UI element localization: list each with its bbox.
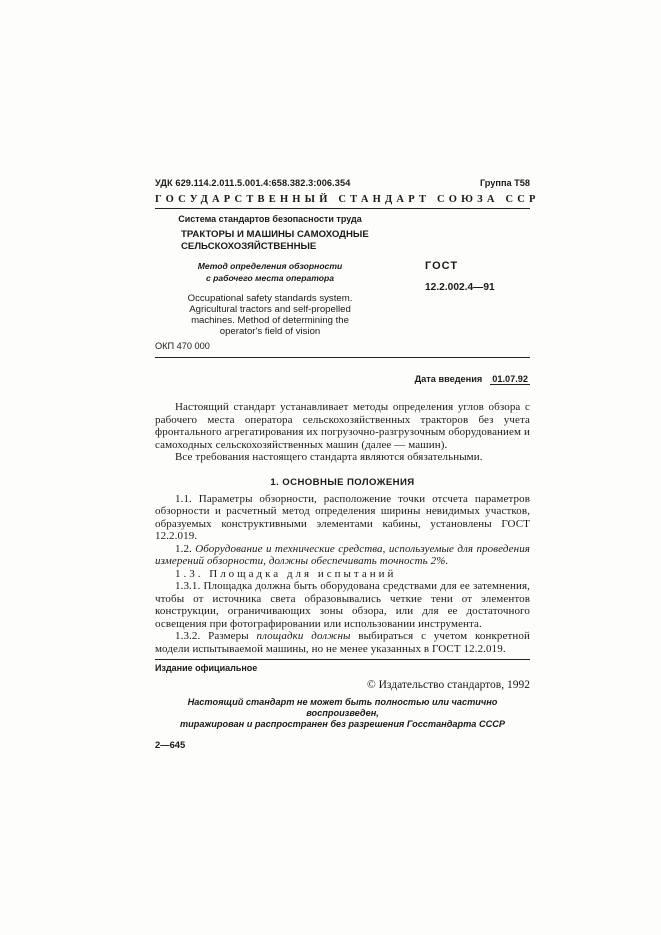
gost-number: 12.2.002.4—91 [425, 282, 495, 293]
intro-paragraph: Настоящий стандарт устанавливает методы определения углов обзора с рабочего места оператора сельскохозяйственных тракторов без учета фронтального агрегатирования их погрузочно-разгрузочным оборудованием и самоходных сельскохозяйственных машин (далее — машин). [155, 401, 530, 451]
method-line-1: Метод определения обзорности [197, 261, 343, 271]
notice-line-1: Настоящий стандарт не может быть полностью или частично воспроизведен, [187, 697, 498, 718]
title-line-2: СЕЛЬСКОХОЗЯЙСТВЕННЫЕ [181, 241, 317, 252]
english-line-4: operator's field of vision [219, 326, 321, 337]
udk-code: УДК 629.114.2.011.5.001.4:658.382.3:006.354 [155, 178, 351, 188]
official-edition: Издание официальное [155, 663, 258, 673]
okp-code: ОКП 470 000 [155, 341, 210, 351]
english-line-2: Agricultural tractors and self-propelled [189, 304, 351, 315]
title-line-1: ТРАКТОРЫ И МАШИНЫ САМОХОДНЫЕ [181, 229, 369, 240]
method-line-2: с рабочего места оператора [205, 273, 335, 283]
clause-1-3-2-end: выбираться с учетом конкретной модели испытываемой машины, но не менее указанных в ГОСТ 12.2.019. [155, 630, 530, 655]
clause-1-2-text: Оборудование и технические средства, используемые для проведения измерений обзорности, должны обеспечивать точность 2%. [155, 542, 531, 567]
clause-1-3-2-italic: площадки должны [256, 630, 351, 642]
clause-1-1: 1.1. Параметры обзорности, расположение точки отсчета параметров обзорности и расчетный метод определения ширины невидимых участков, образуемых конструктивными элементами кабины, установлены ГОСТ 12.2.019. [155, 492, 530, 542]
clause-1-3-2 [155, 630, 530, 655]
document-page [155, 178, 540, 750]
header-row [155, 178, 530, 188]
section-title: 1. ОСНОВНЫЕ ПОЛОЖЕНИЯ [270, 476, 415, 488]
english-line-1: Occupational safety standards system. [187, 293, 353, 304]
footer-divider [155, 659, 530, 660]
notice-line-2: тиражирован и распространен без разрешения Госстандарта СССР [179, 719, 506, 729]
requirements-paragraph: Все требования настоящего стандарта являются обязательными. [175, 451, 483, 463]
method-subtitle [155, 260, 385, 284]
header-divider [155, 208, 530, 209]
standards-system: Система стандартов безопасности труда [178, 214, 362, 224]
gost-label: ГОСТ [425, 260, 459, 272]
title-block [155, 214, 530, 351]
clause-1-3: 1.3. Площадка для испытаний [175, 567, 397, 580]
group-code: Группа Т58 [479, 178, 530, 188]
title-divider [155, 357, 530, 358]
effective-date [155, 374, 530, 385]
effective-date-value: 01.07.92 [492, 374, 528, 384]
clause-1-3-1: 1.3.1. Площадка должна быть оборудована средствами для ее затемнения, чтобы от источника света образовывались четкие тени от элементов конструкции, ограничивающих зоны обзора, или для ее достаточного освещения при фотографировании или использовании инструмента. [155, 580, 530, 630]
effective-date-label: Дата введения [414, 374, 483, 384]
clause-1-2 [155, 543, 530, 568]
title-block-left [155, 214, 385, 351]
english-title [155, 293, 385, 337]
copyright: © Издательство стандартов, 1992 [366, 679, 530, 691]
document-title [155, 229, 385, 253]
print-code: 2—645 [155, 739, 186, 750]
clause-1-3-2-start: 1.3.2. Размеры [175, 630, 249, 642]
gost-designation [385, 214, 530, 351]
clause-1-2-number: 1.2. [175, 542, 192, 555]
reproduction-notice [155, 697, 530, 730]
english-line-3: machines. Method of determining the [191, 315, 349, 326]
standard-banner: ГОСУДАРСТВЕННЫЙ СТАНДАРТ СОЮЗА ССР [155, 194, 540, 205]
